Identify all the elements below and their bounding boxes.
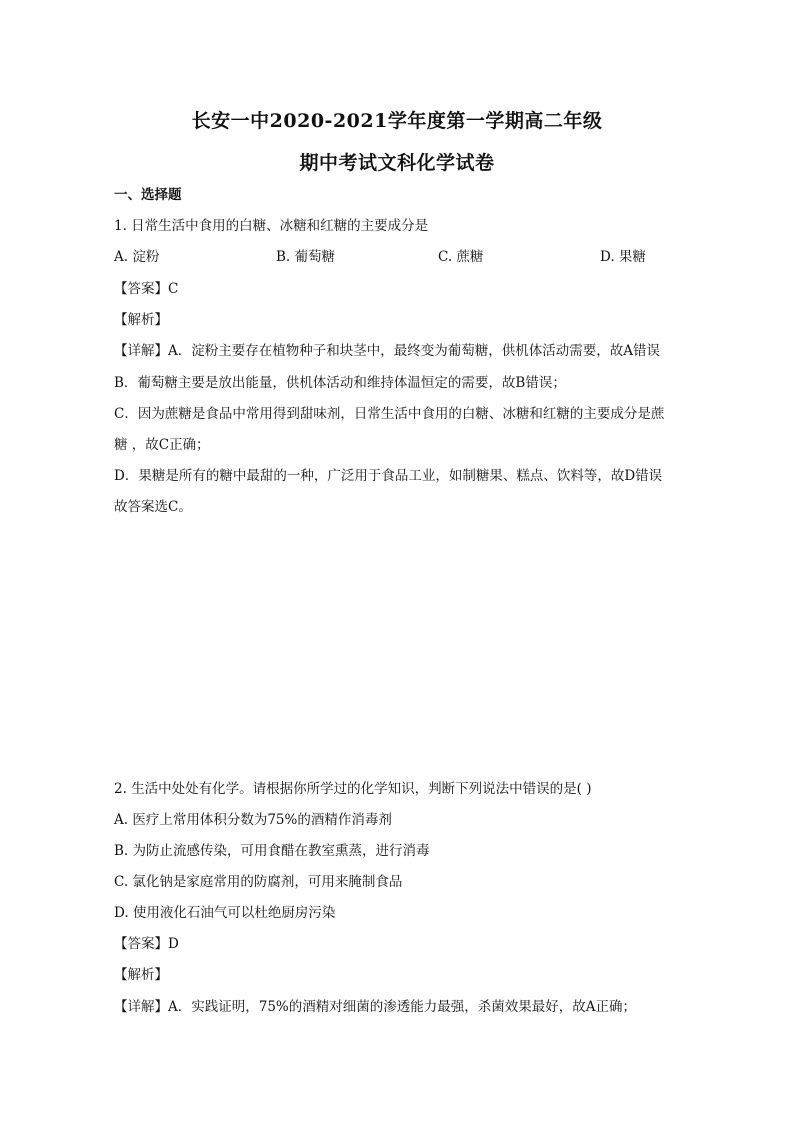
- question-2-option-d: D. 使用液化石油气可以杜绝厨房污染: [114, 905, 336, 921]
- question-1-analysis-label: 【解析】: [114, 312, 168, 328]
- question-1-detail-line: D．果糖是所有的糖中最甜的一种，广泛用于食品工业，如制糖果、糕点、饮料等，故D错误: [114, 468, 663, 484]
- question-2-option-a: A. 医疗上常用体积分数为75%的酒精作消毒剂: [114, 812, 392, 828]
- question-1-detail-line: 糖 ，故C正确；: [114, 437, 210, 453]
- question-2-detail-line: 【详解】A．实践证明，75%的酒精对细菌的渗透能力最强，杀菌效果最好，故A正确；: [114, 999, 637, 1015]
- question-2-analysis-label: 【解析】: [114, 967, 168, 983]
- document-title-line-2: 期中考试文科化学试卷: [299, 152, 495, 174]
- question-1-option-c: C. 蔗糖: [438, 249, 484, 265]
- question-1-option-a: A. 淀粉: [114, 249, 160, 265]
- question-1-detail-line: B．葡萄糖主要是放出能量，供机体活动和维持体温恒定的需要，故B错误；: [114, 375, 566, 391]
- question-2-option-c: C. 氯化钠是家庭常用的防腐剂，可用来腌制食品: [114, 874, 403, 890]
- question-1-option-b: B. 葡萄糖: [276, 249, 336, 265]
- section-heading: 一、选择题: [114, 187, 182, 203]
- question-2-stem: 2. 生活中处处有化学。请根据你所学过的化学知识，判断下列说法中错误的是( ): [114, 781, 592, 797]
- question-1-answer: 【答案】C: [114, 281, 179, 297]
- question-2-answer: 【答案】D: [114, 936, 179, 952]
- question-1-detail-line: C．因为蔗糖是食品中常用得到甜味剂，日常生活中食用的白糖、冰糖和红糖的主要成分是蔗: [114, 406, 665, 422]
- question-1-stem: 1. 日常生活中食用的白糖、冰糖和红糖的主要成分是: [114, 218, 429, 234]
- document-title-line-1: 长安一中2020-2021学年度第一学期高二年级: [191, 110, 603, 132]
- question-1-detail-line: 故答案选C。: [114, 499, 192, 515]
- question-2-option-b: B. 为防止流感传染，可用食醋在教室熏蒸，进行消毒: [114, 843, 430, 859]
- question-1-detail-line: 【详解】A．淀粉主要存在植物种子和块茎中，最终变为葡萄糖，供机体活动需要，故A错误: [114, 343, 660, 359]
- question-1-option-d: D. 果糖: [600, 249, 646, 265]
